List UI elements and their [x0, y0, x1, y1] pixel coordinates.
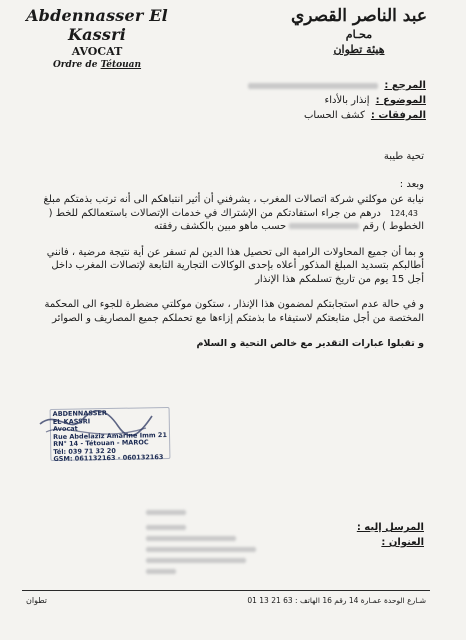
footer-city: تطوان [26, 596, 48, 605]
paragraph-3: و في حالة عدم استجابتكم لمضمون هذا الإنذار ، ستكون موكلتي مضطرة للجوء الى المحكمة المختصة من أجل متابعتكم لاستيفاء ما بذمتكم إزاءها مع تحملكم جميع المصاريف و الصوائر [44, 299, 424, 324]
letterhead-arabic [264, 6, 454, 56]
subject-row [146, 93, 426, 108]
paragraph-1-part-c: حسب ماهو مبين بالكشف رفقته [154, 221, 287, 232]
redacted-recipient-address [146, 510, 266, 580]
redacted-reference [248, 83, 378, 89]
paragraph-2: و بما أن جميع المحاولات الرامية الى تحصيل هذا الدين لم تسفر عن أية نتيجة مرضية ، فانني أطالبكم بتسديد المبلغ المذكور أعلاه بإحدى الوكالات التجارية التابعة لإتصالات المغرب داخل أجل 15 يوم من تاريخ تسلمكم هذا الإنذار [46, 246, 424, 285]
letterhead-latin [12, 6, 182, 70]
lawyer-title-arabic: محـام [345, 28, 373, 41]
bar-order-latin [12, 60, 182, 70]
subject-value: إنذار بالأداء [324, 95, 370, 106]
redacted-address-line-3 [146, 547, 256, 552]
lawyer-title-latin: AVOCAT [71, 45, 123, 58]
attachments-row [146, 108, 426, 123]
stamp-line-5: RN° 14 - Tétouan - MAROC [53, 438, 149, 448]
bar-order-city: Tétouan [100, 60, 142, 70]
bar-order-arabic: هيئة تطوان [333, 43, 385, 56]
amount-value: 124,43 [390, 208, 418, 218]
closing-line: و تقبلوا عبارات التقدير مع خالص التحية و السلام [196, 338, 424, 349]
subject-label: الموضوع : [375, 95, 426, 106]
letter-meta [146, 78, 426, 123]
stamp-line-1: ABDENNASSER [52, 409, 107, 418]
lawyer-stamp [50, 407, 171, 461]
redacted-address-line-5 [146, 569, 176, 574]
redacted-address-line-2 [146, 536, 236, 541]
redacted-address-line-4 [146, 558, 246, 563]
paragraph-1-part-a: نيابة عن موكلتي شركة اتصالات المغرب ، يشرفني أن أثير انتباهكم الى أنه ترتب بذمتكم مبلغ [43, 194, 424, 205]
stamp-line-6: Tél: 039 71 32 20 [53, 446, 116, 456]
lawyer-name-arabic: عبد الناصر القصري [291, 6, 427, 26]
greeting: تحية طيبة [383, 151, 424, 162]
redacted-address-line-1 [146, 525, 186, 530]
stamp-line-2: EL KASSRI [52, 416, 91, 426]
stamp-border [50, 407, 171, 461]
paragraph-1 [34, 193, 424, 234]
stamp-line-3: Avocat [52, 424, 78, 433]
reference-label: المرجع : [384, 80, 426, 91]
paragraph-1-part-b: درهم من جراء استفادتكم من الإشتراك في خدمات الإتصالات باستعمالكم للخط ( الخطوط ) رقم [48, 207, 424, 232]
recipient-to-label: المرسل إليه : [356, 522, 424, 533]
lawyer-name-latin: Abdennasser El Kassri [26, 6, 168, 44]
redacted-recipient-name [146, 510, 186, 515]
attachments-value: كشف الحساب [303, 110, 365, 121]
stamp-line-4: Rue Abdelaziz Amarine Imm 21 [52, 430, 168, 441]
reference-row [146, 78, 426, 93]
letter-body [34, 150, 424, 360]
attachments-label: المرفقات : [370, 110, 426, 121]
redacted-line-number [289, 223, 359, 229]
bar-order-prefix: Ordre de [52, 60, 101, 70]
recipient-address-label: العنوان : [381, 537, 424, 548]
footer-address: شـارع الوحدة عمـارة 14 رقم 16 الهاتف : 63 21 13 01 [247, 596, 426, 605]
intro: وبعد : [399, 178, 424, 190]
stamp-line-7: GSM: 061132163 - 060132163 [53, 453, 164, 463]
footer-divider [22, 590, 430, 591]
